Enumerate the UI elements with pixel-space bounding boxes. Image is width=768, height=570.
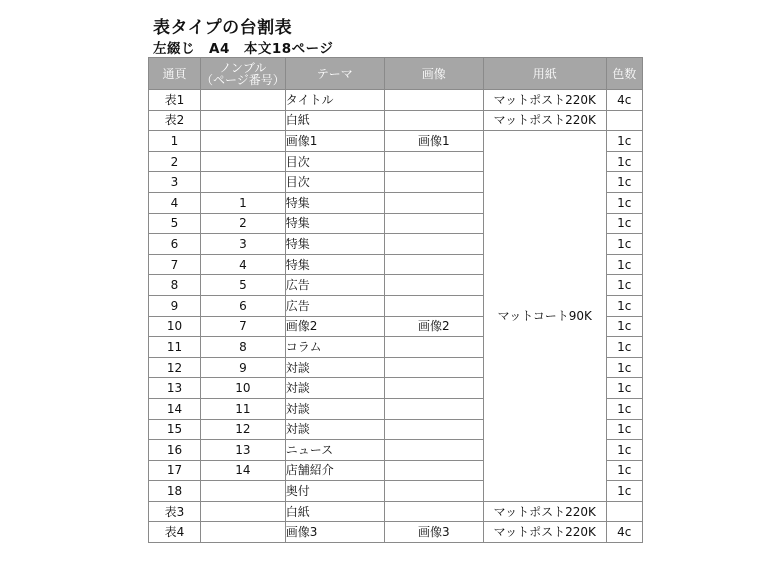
cell-page: 10	[149, 316, 201, 337]
cell-paper: マットポスト220K	[483, 110, 606, 131]
header-colors: 色数	[606, 58, 642, 90]
cell-nombre	[201, 151, 286, 172]
cell-theme: 広告	[285, 295, 384, 316]
cell-colors: 1c	[606, 131, 642, 152]
cell-colors	[606, 110, 642, 131]
header-nombre-line1: ノンブル	[219, 60, 267, 75]
cell-page: 13	[149, 378, 201, 399]
cell-nombre	[201, 522, 286, 543]
cell-page: 9	[149, 295, 201, 316]
cell-colors: 1c	[606, 398, 642, 419]
cell-page: 表2	[149, 110, 201, 131]
cell-nombre: 4	[201, 254, 286, 275]
page-title: 表タイプの台割表	[153, 18, 293, 38]
cell-colors: 1c	[606, 275, 642, 296]
table-row	[149, 90, 643, 111]
cell-page: 3	[149, 172, 201, 193]
cell-image	[384, 460, 483, 481]
cell-page: 7	[149, 254, 201, 275]
cell-nombre: 11	[201, 398, 286, 419]
table-row	[149, 131, 643, 152]
cell-page: 17	[149, 460, 201, 481]
cell-image: 画像1	[384, 131, 483, 152]
cell-colors: 1c	[606, 337, 642, 358]
cell-page: 1	[149, 131, 201, 152]
cell-nombre	[201, 110, 286, 131]
cell-image: 画像2	[384, 316, 483, 337]
cell-page: 5	[149, 213, 201, 234]
cell-paper: マットポスト220K	[483, 90, 606, 111]
cell-colors: 1c	[606, 481, 642, 502]
cell-nombre: 5	[201, 275, 286, 296]
cell-image	[384, 501, 483, 522]
cell-nombre: 9	[201, 357, 286, 378]
cell-page: 15	[149, 419, 201, 440]
cell-page: 8	[149, 275, 201, 296]
cell-page: 12	[149, 357, 201, 378]
cell-image: 画像3	[384, 522, 483, 543]
cell-theme: コラム	[285, 337, 384, 358]
cell-image	[384, 110, 483, 131]
cell-nombre	[201, 90, 286, 111]
cell-image	[384, 234, 483, 255]
cell-theme: 画像2	[285, 316, 384, 337]
cell-colors: 1c	[606, 151, 642, 172]
cell-colors: 1c	[606, 440, 642, 461]
cell-image	[384, 440, 483, 461]
cell-theme: 広告	[285, 275, 384, 296]
cell-image	[384, 90, 483, 111]
header-paper: 用紙	[483, 58, 606, 90]
cell-colors: 1c	[606, 378, 642, 399]
cell-theme: 画像3	[285, 522, 384, 543]
cell-colors: 1c	[606, 254, 642, 275]
cell-nombre: 1	[201, 192, 286, 213]
cell-theme: 対談	[285, 357, 384, 378]
cell-nombre: 12	[201, 419, 286, 440]
cell-colors: 1c	[606, 295, 642, 316]
cell-nombre: 14	[201, 460, 286, 481]
cell-theme: ニュース	[285, 440, 384, 461]
cell-image	[384, 213, 483, 234]
cell-colors: 1c	[606, 192, 642, 213]
cell-nombre: 13	[201, 440, 286, 461]
cell-theme: 画像1	[285, 131, 384, 152]
header-row	[149, 58, 643, 90]
cell-theme: 白紙	[285, 501, 384, 522]
cell-theme: 目次	[285, 172, 384, 193]
cell-theme: 対談	[285, 378, 384, 399]
cell-image	[384, 378, 483, 399]
cell-colors: 1c	[606, 172, 642, 193]
cell-page: 表1	[149, 90, 201, 111]
table-row	[149, 501, 643, 522]
cell-nombre: 7	[201, 316, 286, 337]
table-row	[149, 110, 643, 131]
cell-nombre	[201, 501, 286, 522]
cell-paper: マットポスト220K	[483, 501, 606, 522]
cell-page: 16	[149, 440, 201, 461]
imposition-table	[148, 57, 643, 543]
cell-nombre	[201, 131, 286, 152]
cell-theme: 特集	[285, 254, 384, 275]
cell-nombre	[201, 172, 286, 193]
cell-colors: 1c	[606, 460, 642, 481]
cell-image	[384, 398, 483, 419]
cell-page: 14	[149, 398, 201, 419]
cell-colors: 4c	[606, 522, 642, 543]
header-image: 画像	[384, 58, 483, 90]
cell-image	[384, 337, 483, 358]
cell-image	[384, 254, 483, 275]
cell-colors: 1c	[606, 234, 642, 255]
cell-theme: タイトル	[285, 90, 384, 111]
cell-page: 11	[149, 337, 201, 358]
cell-nombre: 6	[201, 295, 286, 316]
cell-theme: 店舗紹介	[285, 460, 384, 481]
cell-theme: 特集	[285, 192, 384, 213]
cell-theme: 白紙	[285, 110, 384, 131]
cell-theme: 目次	[285, 151, 384, 172]
header-theme: テーマ	[285, 58, 384, 90]
header-nombre-line2: （ページ番号）	[201, 72, 285, 87]
cell-colors	[606, 501, 642, 522]
cell-image	[384, 419, 483, 440]
cell-image	[384, 481, 483, 502]
cell-nombre: 2	[201, 213, 286, 234]
cell-nombre: 8	[201, 337, 286, 358]
cell-colors: 1c	[606, 213, 642, 234]
header-page: 通頁	[149, 58, 201, 90]
cell-theme: 対談	[285, 398, 384, 419]
cell-page: 18	[149, 481, 201, 502]
cell-image	[384, 151, 483, 172]
cell-nombre: 10	[201, 378, 286, 399]
cell-page: 2	[149, 151, 201, 172]
cell-theme: 対談	[285, 419, 384, 440]
cell-colors: 1c	[606, 419, 642, 440]
cell-image	[384, 295, 483, 316]
cell-page: 表4	[149, 522, 201, 543]
cell-paper: マットポスト220K	[483, 522, 606, 543]
page-subtitle: 左綴じ A4 本文18ページ	[153, 41, 334, 57]
cell-image	[384, 357, 483, 378]
cell-theme: 特集	[285, 234, 384, 255]
cell-nombre: 3	[201, 234, 286, 255]
cell-page: 表3	[149, 501, 201, 522]
cell-colors: 4c	[606, 90, 642, 111]
cell-theme: 特集	[285, 213, 384, 234]
header-nombre	[201, 58, 286, 90]
cell-image	[384, 172, 483, 193]
cell-image	[384, 275, 483, 296]
cell-colors: 1c	[606, 357, 642, 378]
cell-image	[384, 192, 483, 213]
cell-paper-merged: マットコート90K	[483, 131, 606, 502]
cell-colors: 1c	[606, 316, 642, 337]
cell-theme: 奥付	[285, 481, 384, 502]
table-row	[149, 522, 643, 543]
cell-page: 6	[149, 234, 201, 255]
cell-nombre	[201, 481, 286, 502]
cell-page: 4	[149, 192, 201, 213]
